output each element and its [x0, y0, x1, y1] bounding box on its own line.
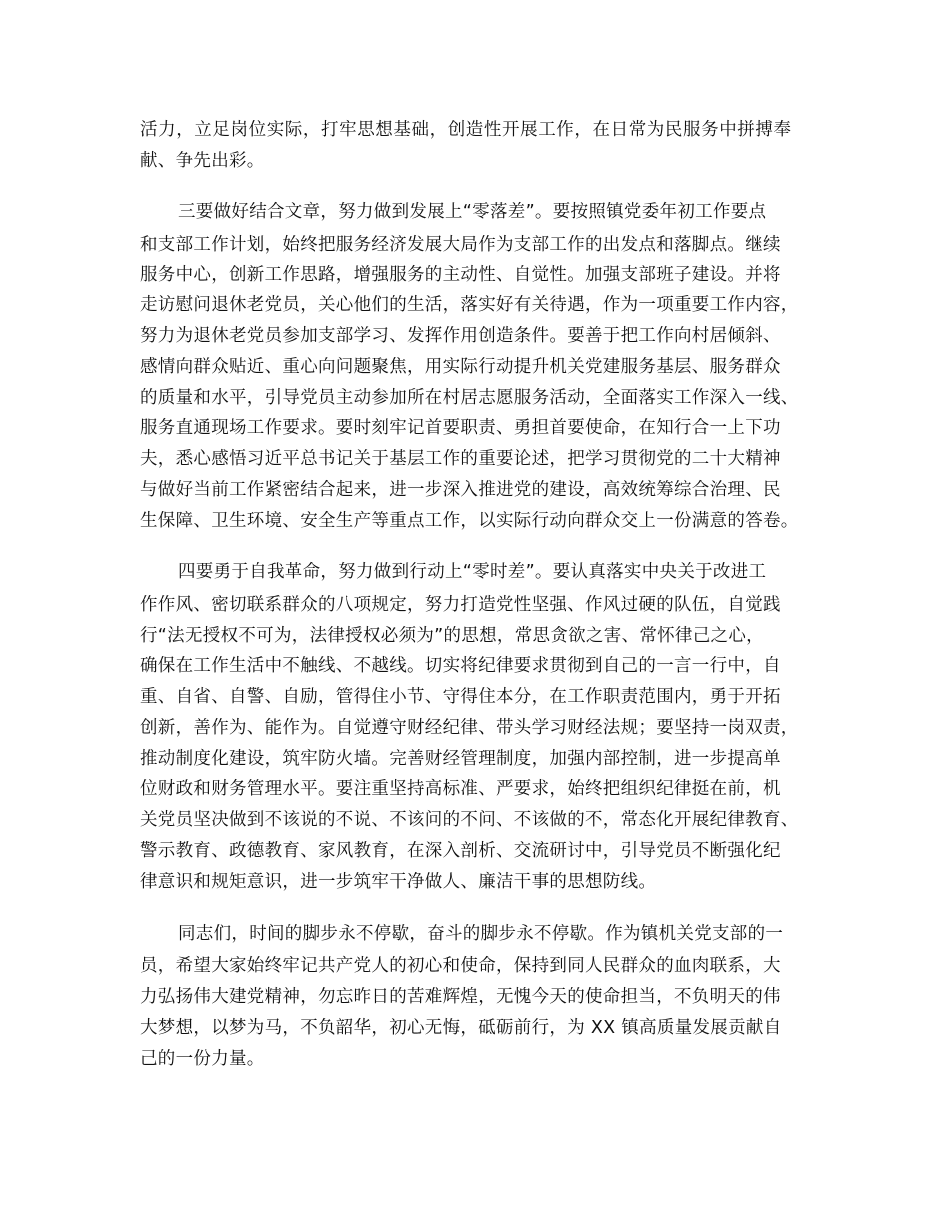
text-line: 行“法无授权不可为，法律授权必须为”的思想，常思贪欲之害、常怀律己之心， [140, 626, 764, 646]
text-line: 与做好当前工作紧密结合起来，进一步深入推进党的建设，高效统筹综合治理、民 [140, 480, 781, 500]
text-line: 夫，悉心感悟习近平总书记关于基层工作的重要论述，把学习贯彻党的二十大精神 [140, 449, 781, 469]
text-line: 大梦想，以梦为马，不负韶华，初心无悔，砥砺前行，为 XX 镇高质量发展贡献自 [140, 1018, 782, 1038]
text-line: 警示教育、政德教育、家风教育，在深入剖析、交流研讨中，引导党员不断强化纪 [140, 841, 781, 861]
text-line: 和支部工作计划，始终把服务经济发展大局作为支部工作的出发点和落脚点。继续 [140, 235, 781, 255]
text-line: 己的一份力量。 [140, 1049, 265, 1069]
text-line: 的质量和水平，引导党员主动参加所在村居志愿服务活动，全面落实工作深入一线、 [140, 388, 799, 408]
text-line: 员，希望大家始终牢记共产党人的初心和使命，保持到同人民群众的血肉联系，大 [140, 956, 781, 976]
text-line: 四要勇于自我革命，努力做到行动上“零时差”。要认真落实中央关于改进工 [178, 562, 767, 582]
text-line: 感情向群众贴近、重心向问题聚焦，用实际行动提升机关党建服务基层、服务群众 [140, 357, 781, 377]
text-line: 服务中心，创新工作思路，增强服务的主动性、自觉性。加强支部班子建设。并将 [140, 265, 781, 285]
text-line: 力弘扬伟大建党精神，勿忘昨日的苦难辉煌，无愧今天的使命担当，不负明天的伟 [140, 987, 781, 1007]
text-line: 三要做好结合文章，努力做到发展上“零落差”。要按照镇党委年初工作要点 [178, 202, 767, 222]
text-line: 服务直通现场工作要求。要时刻牢记首要职责、勇担首要使命，在知行合一上下功 [140, 418, 781, 438]
text-line: 生保障、卫生环境、安全生产等重点工作，以实际行动向群众交上一份满意的答卷。 [140, 511, 799, 531]
text-line: 关党员坚决做到不该说的不说、不该问的不问、不该做的不，常态化开展纪律教育、 [140, 810, 799, 830]
text-line: 推动制度化建设，筑牢防火墙。完善财经管理制度，加强内部控制，进一步提高单 [140, 749, 781, 769]
text-line: 位财政和财务管理水平。要注重坚持高标准、严要求，始终把组织纪律挺在前，机 [140, 779, 781, 799]
text-line: 同志们，时间的脚步永不停歇，奋斗的脚步永不停歇。作为镇机关党支部的一 [178, 924, 784, 944]
text-line: 活力，立足岗位实际，打牢思想基础，创造性开展工作，在日常为民服务中拼搏奉 [140, 120, 792, 140]
text-line: 确保在工作生活中不触线、不越线。切实将纪律要求贯彻到自己的一言一行中，自 [140, 656, 781, 676]
text-line: 重、自省、自警、自励，管得住小节、守得住本分，在工作职责范围内，勇于开拓 [140, 687, 781, 707]
text-line: 作作风、密切联系群众的八项规定，努力打造党性坚强、作风过硬的队伍，自觉践 [140, 595, 781, 615]
text-line: 律意识和规矩意识，进一步筑牢干净做人、廉洁干事的思想防线。 [140, 872, 657, 892]
text-line: 献、争先出彩。 [140, 151, 265, 171]
text-line: 创新，善作为、能作为。自觉遵守财经纪律、带头学习财经法规；要坚持一岗双责， [140, 718, 799, 738]
text-line: 走访慰问退休老党员，关心他们的生活，落实好有关待遇，作为一项重要工作内容， [140, 295, 799, 315]
text-line: 努力为退休老党员参加支部学习、发挥作用创造条件。要善于把工作向村居倾斜、 [140, 326, 781, 346]
